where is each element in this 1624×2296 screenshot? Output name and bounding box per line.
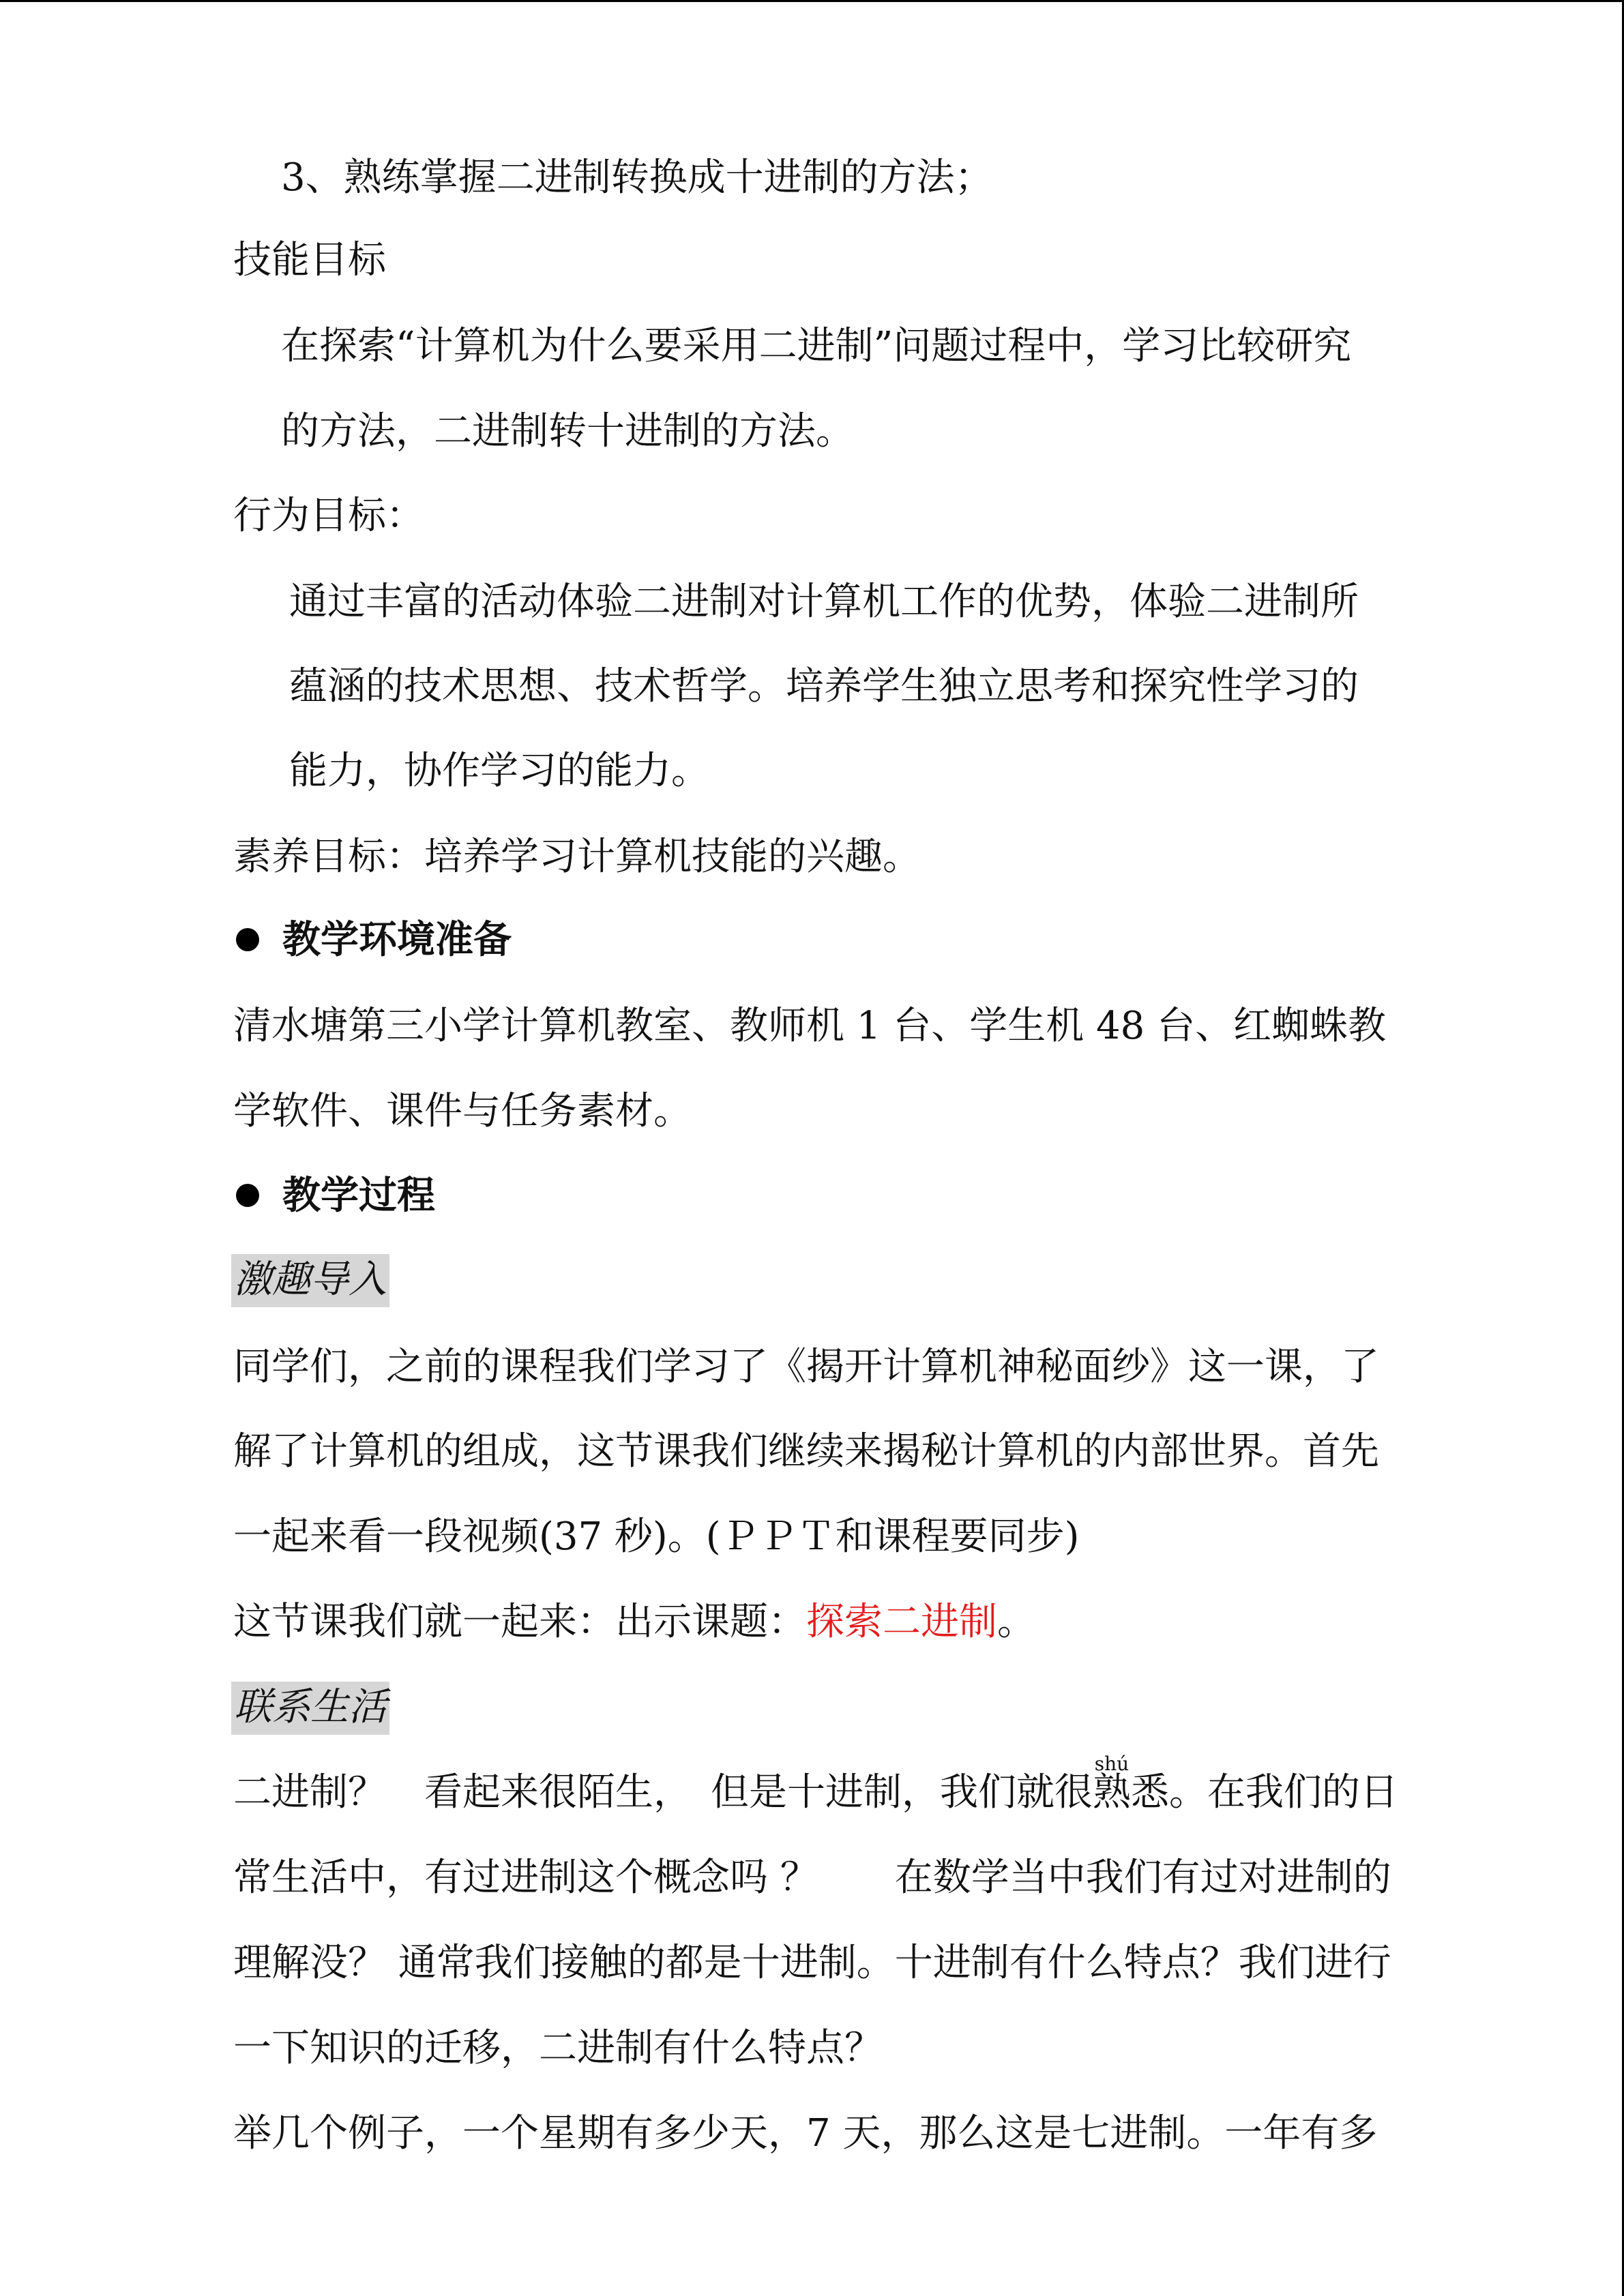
- goal-3-text: 3、熟练掌握二进制转换成十进制的方法；: [281, 155, 993, 200]
- bullet-icon: [236, 1184, 259, 1207]
- environment-text-line-2: 学软件、课件与任务素材。: [233, 1089, 692, 1133]
- intro-text-line-1: 同学们，之前的课程我们学习了《揭开计算机神秘面纱》这一课，了: [233, 1345, 1379, 1389]
- environment-text-line-1: 清水塘第三小学计算机教室、教师机 1 台、学生机 48 台、红蜘蛛教: [233, 1004, 1387, 1048]
- life-text-line-3: 理解没？ 通常我们接触的都是十进制。十进制有什么特点？我们进行: [233, 1941, 1391, 1985]
- literacy-goal-text: 培养学习计算机技能的兴趣。: [424, 835, 921, 879]
- bullet-icon: [236, 928, 259, 951]
- pinyin-annotation: [1093, 1753, 1131, 1815]
- literacy-goal: [233, 835, 921, 879]
- section-tag-life: 联系生活: [231, 1682, 389, 1735]
- literacy-goal-label: 素养目标：: [233, 835, 424, 879]
- skill-goal-heading: 技能目标: [233, 238, 386, 282]
- skill-goal-text-line-1: 在探索“计算机为什么要采用二进制”问题过程中，学习比较研究: [281, 324, 1352, 368]
- lesson-topic-line: [233, 1600, 1035, 1644]
- environment-section-heading: [236, 918, 512, 962]
- skill-goal-text-line-2: 的方法，二进制转十进制的方法。: [281, 409, 854, 453]
- intro-text-line-3: 一起来看一段视频(37 秒)。(ＰＰＴ和课程要同步): [233, 1515, 1080, 1559]
- pinyin-base-char: 熟: [1093, 1770, 1131, 1815]
- behavior-goal-text-line-2: 蕴涵的技术思想、技术哲学。培养学生独立思考和探究性学习的: [289, 664, 1359, 709]
- life-text-line-5: 举几个例子，一个星期有多少天，7 天，那么这是七进制。一年有多: [233, 2111, 1378, 2156]
- life-text-1-part-b: 悉。在我们的日: [1131, 1770, 1398, 1815]
- life-text-1-part-a: 二进制？ 看起来很陌生， 但是十进制，我们就很: [233, 1770, 1093, 1815]
- intro-text-line-2: 解了计算机的组成，这节课我们继续来揭秘计算机的内部世界。首先: [233, 1429, 1379, 1474]
- lesson-topic-title: 探索二进制: [806, 1600, 997, 1644]
- process-section-heading: [236, 1174, 435, 1218]
- topic-suffix: 。: [997, 1600, 1035, 1644]
- behavior-goal-heading: 行为目标：: [233, 494, 424, 538]
- life-text-line-1: [233, 1753, 1398, 1815]
- section-tag-intro: 激趣导入: [231, 1254, 389, 1307]
- topic-prefix: 这节课我们就一起来：出示课题：: [233, 1600, 806, 1644]
- behavior-goal-text-line-3: 能力，协作学习的能力。: [289, 749, 709, 793]
- life-text-line-4: 一下知识的迁移，二进制有什么特点？: [233, 2026, 883, 2070]
- process-heading-text: 教学过程: [282, 1174, 435, 1218]
- environment-heading-text: 教学环境准备: [282, 918, 512, 962]
- behavior-goal-text-line-1: 通过丰富的活动体验二进制对计算机工作的优势，体验二进制所: [289, 580, 1359, 624]
- life-text-line-2: 常生活中，有过进制这个概念吗 ？ 在数学当中我们有过对进制的: [233, 1855, 1391, 1900]
- page-top-border: [0, 0, 1624, 2]
- pinyin-text: shú: [1094, 1753, 1130, 1775]
